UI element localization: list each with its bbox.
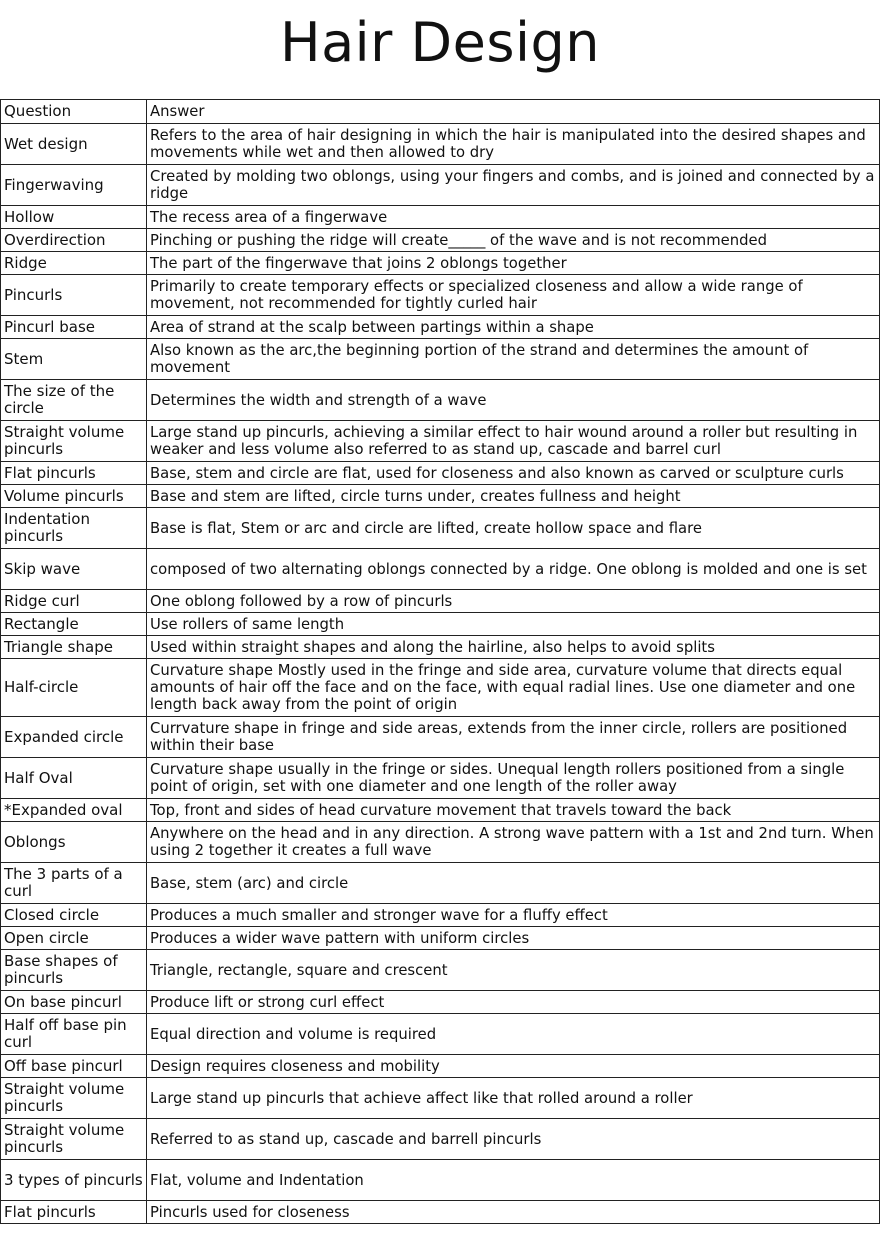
answer-cell: Pinching or pushing the ridge will create_____ of the wave and is not recommended (147, 229, 880, 252)
header-question: Question (1, 100, 147, 124)
answer-cell: Produces a much smaller and stronger wave for a fluffy effect (147, 904, 880, 927)
answer-cell: Pincurls used for closeness (147, 1201, 880, 1224)
table-header-row (1, 100, 880, 124)
table-row (1, 799, 880, 822)
answer-cell: Curvature shape Mostly used in the fringe and side area, curvature volume that directs equal amounts of hair off the face and on the face, with equal radial lines. Use one diameter and one length back away from the point of origin (147, 659, 880, 717)
answer-cell: Produces a wider wave pattern with uniform circles (147, 927, 880, 950)
question-cell: On base pincurl (1, 991, 147, 1014)
question-cell: Fingerwaving (1, 165, 147, 206)
answer-cell: Top, front and sides of head curvature movement that travels toward the back (147, 799, 880, 822)
answer-cell: Equal direction and volume is required (147, 1014, 880, 1055)
question-cell: Wet design (1, 124, 147, 165)
answer-cell: Use rollers of same length (147, 613, 880, 636)
question-cell: 3 types of pincurls (1, 1160, 147, 1201)
answer-cell: Flat, volume and Indentation (147, 1160, 880, 1201)
table-row (1, 1201, 880, 1224)
table-row (1, 950, 880, 991)
question-cell: Straight volume pincurls (1, 421, 147, 462)
answer-cell: Base, stem and circle are flat, used for closeness and also known as carved or sculpture curls (147, 462, 880, 485)
question-cell: Open circle (1, 927, 147, 950)
answer-cell: Design requires closeness and mobility (147, 1055, 880, 1078)
question-cell: The size of the circle (1, 380, 147, 421)
table-row (1, 927, 880, 950)
answer-cell: The recess area of a fingerwave (147, 206, 880, 229)
table-row (1, 462, 880, 485)
table-row (1, 421, 880, 462)
table-row (1, 1119, 880, 1160)
answer-cell: composed of two alternating oblongs connected by a ridge. One oblong is molded and one is set (147, 549, 880, 590)
answer-cell: Refers to the area of hair designing in which the hair is manipulated into the desired shapes and movements while wet and then allowed to dry (147, 124, 880, 165)
table-row (1, 1160, 880, 1201)
question-cell: Half Oval (1, 758, 147, 799)
question-cell: Ridge (1, 252, 147, 275)
answer-cell: One oblong followed by a row of pincurls (147, 590, 880, 613)
question-cell: Base shapes of pincurls (1, 950, 147, 991)
question-cell: Triangle shape (1, 636, 147, 659)
answer-cell: Currvature shape in fringe and side areas, extends from the inner circle, rollers are positioned within their base (147, 717, 880, 758)
question-cell: Off base pincurl (1, 1055, 147, 1078)
table-row (1, 822, 880, 863)
answer-cell: Large stand up pincurls, achieving a similar effect to hair wound around a roller but resulting in weaker and less volume also referred to as stand up, cascade and barrel curl (147, 421, 880, 462)
table-row (1, 339, 880, 380)
question-cell: Oblongs (1, 822, 147, 863)
table-row (1, 165, 880, 206)
answer-cell: Large stand up pincurls that achieve affect like that rolled around a roller (147, 1078, 880, 1119)
question-cell: Pincurls (1, 275, 147, 316)
answer-cell: Base, stem (arc) and circle (147, 863, 880, 904)
answer-cell: Area of strand at the scalp between partings within a shape (147, 316, 880, 339)
question-cell: The 3 parts of a curl (1, 863, 147, 904)
table-row (1, 1055, 880, 1078)
table-row (1, 590, 880, 613)
answer-cell: Used within straight shapes and along the hairline, also helps to avoid splits (147, 636, 880, 659)
question-cell: Stem (1, 339, 147, 380)
table-row (1, 1014, 880, 1055)
table-row (1, 124, 880, 165)
question-cell: Overdirection (1, 229, 147, 252)
table-row (1, 206, 880, 229)
question-cell: Pincurl base (1, 316, 147, 339)
table-row (1, 758, 880, 799)
answer-cell: Also known as the arc,the beginning portion of the strand and determines the amount of movement (147, 339, 880, 380)
answer-cell: The part of the fingerwave that joins 2 oblongs together (147, 252, 880, 275)
question-cell: Ridge curl (1, 590, 147, 613)
table-row (1, 380, 880, 421)
table-row (1, 991, 880, 1014)
answer-cell: Primarily to create temporary effects or specialized closeness and allow a wide range of movement, not recommended for tightly curled hair (147, 275, 880, 316)
answer-cell: Created by molding two oblongs, using your fingers and combs, and is joined and connected by a ridge (147, 165, 880, 206)
question-cell: Expanded circle (1, 717, 147, 758)
table-row (1, 229, 880, 252)
table-row (1, 717, 880, 758)
page-title: Hair Design (279, 11, 600, 74)
answer-cell: Base is flat, Stem or arc and circle are lifted, create hollow space and flare (147, 508, 880, 549)
question-cell: Volume pincurls (1, 485, 147, 508)
table-row (1, 275, 880, 316)
answer-cell: Determines the width and strength of a wave (147, 380, 880, 421)
table-row (1, 252, 880, 275)
question-cell: Half-circle (1, 659, 147, 717)
question-cell: Closed circle (1, 904, 147, 927)
answer-cell: Anywhere on the head and in any direction. A strong wave pattern with a 1st and 2nd turn. When using 2 together it creates a full wave (147, 822, 880, 863)
table-row (1, 508, 880, 549)
question-cell: Half off base pin curl (1, 1014, 147, 1055)
question-cell: Flat pincurls (1, 462, 147, 485)
qa-table (0, 99, 880, 1224)
answer-cell: Referred to as stand up, cascade and barrell pincurls (147, 1119, 880, 1160)
table-row (1, 636, 880, 659)
question-cell: Straight volume pincurls (1, 1119, 147, 1160)
answer-cell: Produce lift or strong curl effect (147, 991, 880, 1014)
answer-cell: Base and stem are lifted, circle turns under, creates fullness and height (147, 485, 880, 508)
question-cell: Indentation pincurls (1, 508, 147, 549)
table-row (1, 316, 880, 339)
question-cell: Hollow (1, 206, 147, 229)
question-cell: *Expanded oval (1, 799, 147, 822)
table-row (1, 549, 880, 590)
question-cell: Skip wave (1, 549, 147, 590)
table-row (1, 863, 880, 904)
table-row (1, 904, 880, 927)
table-row (1, 485, 880, 508)
answer-cell: Curvature shape usually in the fringe or sides. Unequal length rollers positioned from a single point of origin, set with one diameter and one length of the roller away (147, 758, 880, 799)
table-row (1, 1078, 880, 1119)
header-answer: Answer (147, 100, 880, 124)
answer-cell: Triangle, rectangle, square and crescent (147, 950, 880, 991)
question-cell: Rectangle (1, 613, 147, 636)
table-row (1, 659, 880, 717)
question-cell: Flat pincurls (1, 1201, 147, 1224)
question-cell: Straight volume pincurls (1, 1078, 147, 1119)
table-row (1, 613, 880, 636)
